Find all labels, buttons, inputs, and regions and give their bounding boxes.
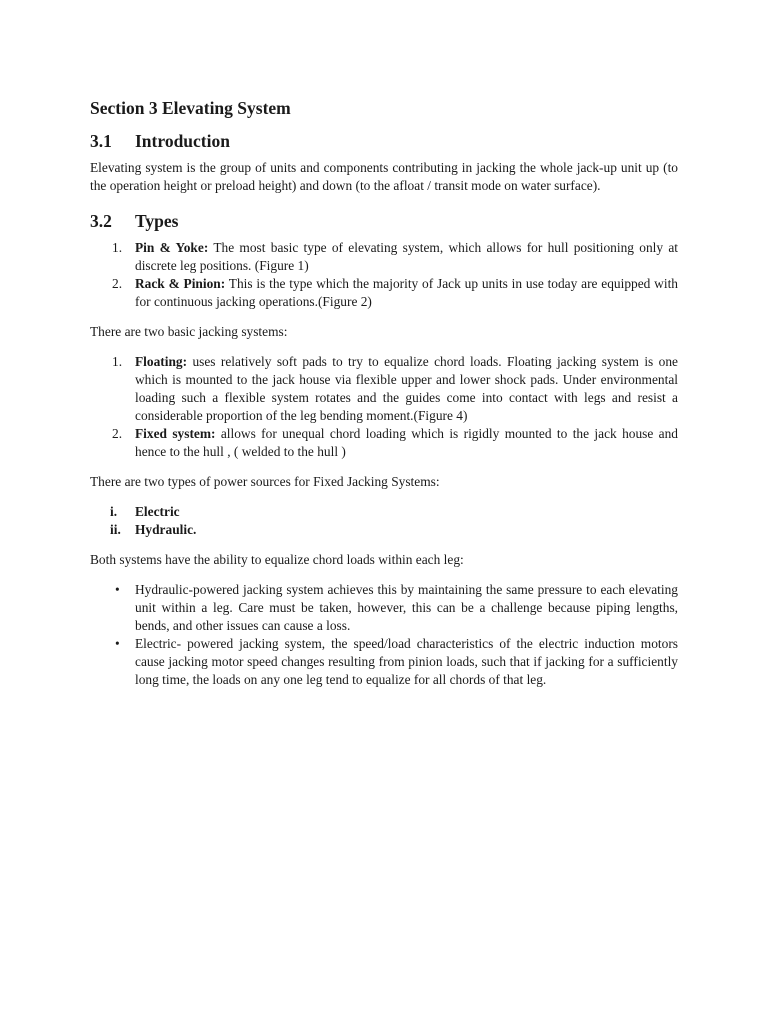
- intro-paragraph: Elevating system is the group of units and components contributing in jacking the whole jack-up unit up (to the operation height or preload height) and down (to the afloat / transit mode on water surface).: [90, 160, 678, 193]
- term: Rack & Pinion:: [135, 276, 226, 291]
- list-marker: 1.: [112, 240, 123, 255]
- power-intro: There are two types of power sources for Fixed Jacking Systems:: [90, 474, 440, 489]
- bullet-text: Electric- powered jacking system, the speed/load characteristics of the electric induction motors cause jacking motor speed changes resulting from pinion loads, such that if jacking for a sufficiently long time, the loads on any one leg tend to equalize for all chords of that leg.: [135, 636, 678, 687]
- power-item-label: Electric: [135, 504, 180, 519]
- bullet-text: Hydraulic-powered jacking system achieves this by maintaining the same pressure to each elevating unit within a leg. Care must be taken, however, this can be a challenge because piping lengths, bends, and other issues can cause a loss.: [135, 582, 678, 633]
- definition: allows for unequal chord loading which is rigidly mounted to the jack house and hence to the hull , ( welded to the hull ): [135, 426, 679, 459]
- types-number: 3.2: [90, 211, 112, 231]
- bullet-marker: •: [115, 636, 120, 651]
- jacking-item-fixed: [90, 425, 678, 461]
- jacking-item-floating: [90, 353, 678, 425]
- definition: uses relatively soft pads to try to equalize chord loads. Floating jacking system is one which is mounted to the jack house via flexible upper and lower shock pads. Under environmental loading such a flexible system rotates and the guides come into contact with legs and resist a considerable proportion of the leg bending moment.(Figure 4): [135, 354, 678, 423]
- term: Floating:: [135, 354, 188, 369]
- jacking-list: [90, 353, 678, 461]
- power-item-electric: [90, 503, 678, 521]
- definition: The most basic type of elevating system, which allows for hull positioning only at discrete leg positions. (Figure 1): [135, 240, 678, 273]
- types-item-pin-yoke: [90, 239, 678, 275]
- types-heading-text: Types: [135, 211, 179, 231]
- intro-number: 3.1: [90, 131, 112, 151]
- section-title: Section 3 Elevating System: [90, 98, 291, 118]
- equalize-intro: Both systems have the ability to equalize chord loads within each leg:: [90, 552, 464, 567]
- term: Pin & Yoke:: [135, 240, 209, 255]
- equalize-item-hydraulic: [90, 581, 678, 635]
- types-item-rack-pinion: [90, 275, 678, 311]
- document-body: [90, 96, 678, 701]
- equalize-item-electric: [90, 635, 678, 689]
- term: Fixed system:: [135, 426, 216, 441]
- types-heading: [90, 209, 678, 233]
- types-list: [90, 239, 678, 311]
- equalize-list: [90, 581, 678, 689]
- definition: This is the type which the majority of Jack up units in use today are equipped with for continuous jacking operations.(Figure 2): [135, 276, 678, 309]
- bullet-marker: •: [115, 582, 120, 597]
- intro-heading: [90, 129, 678, 153]
- power-list: [90, 503, 678, 539]
- list-marker: ii.: [110, 522, 121, 537]
- power-item-label: Hydraulic.: [135, 522, 197, 537]
- power-item-hydraulic: [90, 521, 678, 539]
- list-marker: 1.: [112, 354, 123, 369]
- list-marker: 2.: [112, 276, 123, 291]
- list-marker: i.: [110, 504, 118, 519]
- intro-heading-text: Introduction: [135, 131, 230, 151]
- jacking-intro: There are two basic jacking systems:: [90, 324, 288, 339]
- list-marker: 2.: [112, 426, 123, 441]
